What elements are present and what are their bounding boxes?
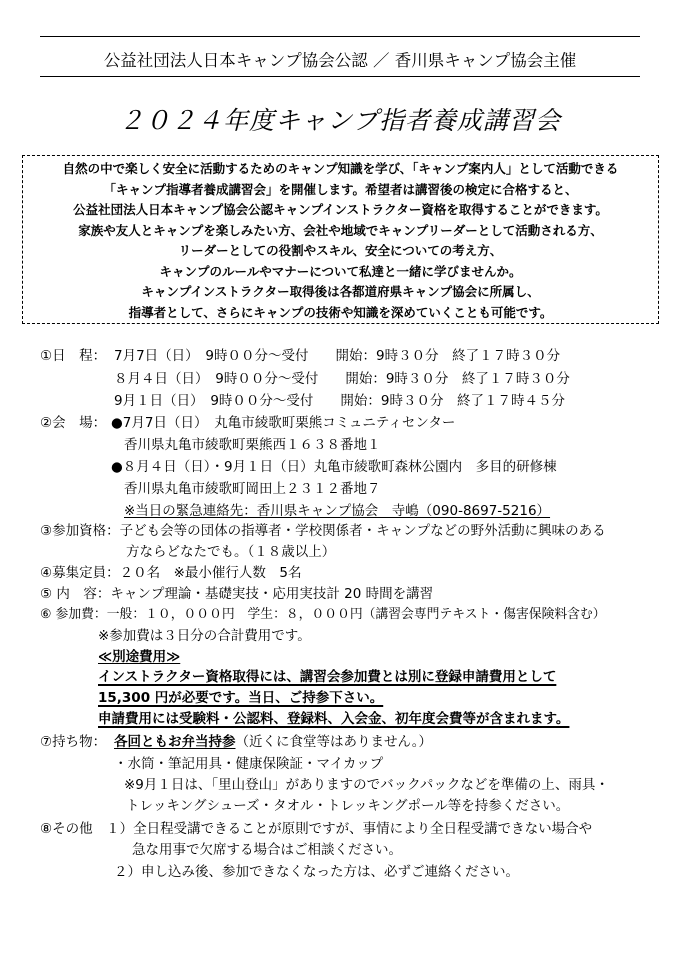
venue-1-address: 香川県丸亀市綾歌町栗熊西１６３８番地１	[124, 437, 381, 453]
intro-line: キャンプインストラクター取得後は各都道府県キャンプ協会に所属し、	[141, 284, 540, 299]
content: ⑤ 内 容：キャンプ理論・基礎実技・応用実技計 20 時間を講習	[40, 586, 434, 602]
fee-note: ※参加費は３日分の合計費用です。	[98, 628, 311, 644]
intro-line: キャンプのルールやマナーについて私達と一緒に学びませんか。	[159, 263, 522, 279]
intro-line: 公益社団法人日本キャンプ協会公認キャンプインストラクター資格を取得することができます。	[73, 202, 608, 217]
bring-items: ・水筒・筆記用具・健康保険証・マイカップ	[114, 756, 384, 772]
intro-line: 「キャンプ指導者養成講習会」を開催します。希望者は講習後の検定に合格すると、	[103, 181, 578, 197]
other-line: ⑧その他 １）全日程受講できることが原則ですが、事情により全日程受講できない場合や	[40, 821, 593, 837]
capacity: ④募集定員：２０名 ※最小催行人数 5名	[40, 565, 302, 581]
intro-line: 家族や友人とキャンプを楽しみたい方、会社や地域でキャンプリーダーとして活動される方、	[78, 222, 603, 238]
extra-cost-line: 申請費用には受験料・公認料、登録料、入会金、初年度会費等が含まれます。	[98, 711, 570, 727]
bring-note: トレッキングシューズ・タオル・トレッキングポール等を持参ください。	[126, 798, 570, 814]
intro-line: リーダーとしての役割やスキル、安全についての考え方、	[178, 243, 503, 258]
header-organizers: 公益社団法人日本キャンプ協会公認 ／ 香川県キャンプ協会主催	[103, 51, 577, 70]
bring-note: ※9月１日は、「里山登山」がありますのでバックパックなどを準備の上、雨具・	[124, 777, 609, 793]
other-line: ２）申し込み後、参加できなくなった方は、必ずご連絡ください。	[114, 864, 519, 880]
fee: ⑥ 参加費：一般：１０，０００円 学生：８，０００円（講習会専門テキスト・傷害保険料含む）	[40, 607, 606, 622]
extra-cost-line: インストラクター資格取得には、講習会参加費とは別に登録申請費用として	[98, 669, 557, 685]
venue-label: ②会 場：	[40, 415, 107, 431]
schedule-row: ８月４日（日） 9時００分～受付 開始：9時３０分 終了１７時３０分	[114, 371, 570, 387]
emergency-contact: ※当日の緊急連絡先：香川県キャンプ協会 寺嶋（090-8697-5216）	[124, 503, 551, 519]
schedule-label: ①日 程：	[40, 348, 107, 364]
venue-1: ●7月7日（日） 丸亀市綾歌町栗熊コミュニティセンター	[111, 415, 456, 431]
bring-main: 各回ともお弁当持参	[114, 734, 236, 750]
schedule-row: 9月１日（日） 9時００分～受付 開始：9時３０分 終了１７時４５分	[114, 393, 566, 409]
extra-cost-line: 15,300 円が必要です。当日、ご持参下さい。	[98, 690, 384, 706]
qualification-line: ③参加資格：子ども会等の団体の指導者・学校関係者・キャンプなどの野外活動に興味のある	[40, 523, 606, 539]
page-title: ２０２４年度キャンプ指者養成講習会	[118, 106, 561, 135]
schedule-row: 7月7日（日） 9時００分～受付 開始：9時３０分 終了１７時３０分	[114, 348, 561, 364]
bring-main-row	[114, 731, 432, 753]
venue-2: ●８月４日（日）・9月１日（日）丸亀市綾歌町森林公園内 多目的研修棟	[111, 459, 557, 475]
intro-line: 自然の中で楽しく安全に活動するためのキャンプ知識を学び、「キャンプ案内人」として活動できる	[62, 161, 619, 176]
venue-2-address: 香川県丸亀市綾歌町岡田上２３１２番地７	[124, 481, 381, 497]
bring-label: ⑦持ち物：	[40, 734, 107, 750]
intro-line: 指導者として、さらにキャンプの技術や知識を深めていくことも可能です。	[128, 304, 553, 320]
extra-cost-heading: ≪別途費用≫	[98, 649, 181, 665]
qualification-line: 方ならどなたでも。（１８歳以上）	[126, 544, 336, 560]
bring-main-note: （近くに食堂等はありません。）	[235, 734, 433, 750]
other-line: 急な用事で欠席する場合はご相談ください。	[132, 842, 402, 858]
